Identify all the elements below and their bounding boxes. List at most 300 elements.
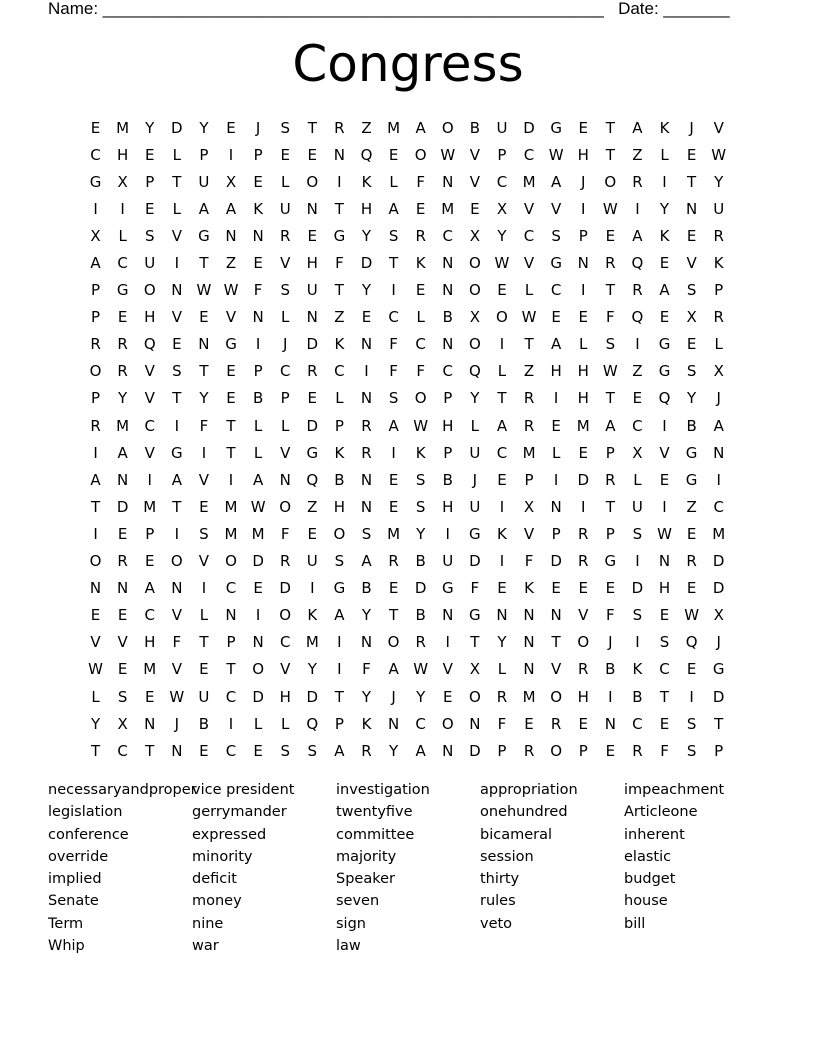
- grid-letter[interactable]: N: [252, 308, 264, 327]
- grid-letter[interactable]: G: [333, 226, 346, 245]
- grid-letter[interactable]: E: [253, 254, 263, 273]
- grid-letter[interactable]: A: [632, 118, 643, 137]
- grid-letter[interactable]: S: [551, 226, 561, 245]
- grid-letter[interactable]: E: [280, 145, 290, 164]
- grid-letter[interactable]: A: [415, 741, 426, 760]
- grid-letter[interactable]: I: [364, 362, 369, 381]
- grid-letter[interactable]: U: [469, 443, 481, 462]
- grid-letter[interactable]: F: [253, 281, 263, 300]
- grid-letter[interactable]: W: [196, 281, 212, 300]
- grid-letter[interactable]: Y: [416, 687, 426, 706]
- grid-letter[interactable]: Y: [497, 633, 507, 652]
- grid-letter[interactable]: L: [524, 281, 534, 300]
- grid-letter[interactable]: N: [306, 199, 318, 218]
- grid-letter[interactable]: E: [551, 308, 561, 327]
- grid-letter[interactable]: J: [391, 687, 396, 706]
- grid-letter[interactable]: B: [334, 470, 345, 489]
- grid-letter[interactable]: N: [713, 443, 725, 462]
- grid-letter[interactable]: L: [118, 226, 127, 245]
- grid-letter[interactable]: A: [144, 579, 155, 598]
- grid-letter[interactable]: I: [201, 443, 207, 462]
- grid-letter[interactable]: D: [469, 741, 481, 760]
- grid-letter[interactable]: O: [468, 335, 481, 354]
- grid-letter[interactable]: F: [362, 660, 371, 679]
- grid-letter[interactable]: T: [659, 687, 670, 706]
- grid-letter[interactable]: S: [334, 552, 345, 571]
- grid-letter[interactable]: M: [522, 443, 536, 462]
- grid-letter[interactable]: L: [281, 172, 290, 191]
- grid-letter[interactable]: Q: [306, 714, 319, 733]
- grid-letter[interactable]: E: [172, 335, 182, 354]
- grid-letter[interactable]: N: [171, 579, 183, 598]
- grid-letter[interactable]: C: [496, 443, 508, 462]
- grid-letter[interactable]: V: [198, 470, 210, 489]
- grid-letter[interactable]: S: [307, 741, 318, 760]
- grid-letter[interactable]: N: [171, 741, 183, 760]
- grid-letter[interactable]: D: [712, 552, 725, 571]
- grid-letter[interactable]: U: [469, 497, 481, 516]
- grid-letter[interactable]: L: [281, 416, 290, 435]
- grid-letter[interactable]: A: [551, 172, 562, 191]
- grid-letter[interactable]: A: [713, 416, 724, 435]
- grid-letter[interactable]: C: [90, 145, 101, 164]
- grid-letter[interactable]: L: [714, 335, 723, 354]
- grid-letter[interactable]: A: [415, 118, 426, 137]
- grid-letter[interactable]: G: [685, 470, 698, 489]
- grid-letter[interactable]: N: [144, 714, 156, 733]
- grid-letter[interactable]: K: [307, 606, 318, 625]
- grid-letter[interactable]: O: [577, 633, 590, 652]
- grid-letter[interactable]: D: [171, 118, 183, 137]
- grid-letter[interactable]: N: [442, 606, 454, 625]
- grid-letter[interactable]: P: [497, 741, 507, 760]
- grid-letter[interactable]: T: [145, 741, 155, 760]
- grid-letter[interactable]: C: [225, 687, 237, 706]
- grid-letter[interactable]: E: [551, 579, 561, 598]
- grid-letter[interactable]: O: [441, 118, 454, 137]
- grid-letter[interactable]: X: [496, 199, 508, 218]
- grid-letter[interactable]: P: [91, 389, 101, 408]
- grid-letter[interactable]: I: [662, 172, 667, 191]
- grid-letter[interactable]: S: [686, 714, 697, 733]
- grid-letter[interactable]: V: [198, 552, 210, 571]
- grid-letter[interactable]: T: [90, 497, 101, 516]
- grid-letter[interactable]: N: [442, 335, 454, 354]
- grid-letter[interactable]: E: [361, 308, 372, 327]
- grid-letter[interactable]: N: [523, 606, 535, 625]
- grid-letter[interactable]: A: [551, 335, 562, 354]
- grid-letter[interactable]: D: [306, 687, 319, 706]
- grid-letter[interactable]: B: [632, 687, 643, 706]
- grid-letter[interactable]: S: [280, 741, 290, 760]
- grid-letter[interactable]: I: [228, 714, 234, 733]
- grid-letter[interactable]: U: [713, 199, 725, 218]
- grid-letter[interactable]: V: [713, 118, 724, 137]
- grid-letter[interactable]: I: [445, 633, 450, 652]
- grid-letter[interactable]: M: [576, 416, 590, 435]
- grid-letter[interactable]: T: [605, 281, 615, 300]
- grid-letter[interactable]: Y: [416, 524, 426, 543]
- grid-letter[interactable]: C: [442, 362, 453, 381]
- grid-letter[interactable]: F: [335, 254, 344, 273]
- grid-letter[interactable]: C: [415, 714, 426, 733]
- grid-letter[interactable]: E: [199, 308, 209, 327]
- grid-letter[interactable]: H: [442, 497, 454, 516]
- grid-letter[interactable]: E: [90, 118, 101, 137]
- grid-letter[interactable]: N: [387, 714, 400, 733]
- grid-letter[interactable]: I: [93, 443, 98, 462]
- grid-letter[interactable]: J: [716, 633, 721, 652]
- grid-letter[interactable]: I: [581, 281, 586, 300]
- grid-letter[interactable]: T: [307, 118, 317, 137]
- grid-letter[interactable]: D: [252, 687, 264, 706]
- grid-letter[interactable]: D: [414, 579, 427, 598]
- grid-letter[interactable]: S: [632, 524, 643, 543]
- grid-letter[interactable]: E: [307, 524, 318, 543]
- grid-letter[interactable]: N: [442, 741, 454, 760]
- grid-letter[interactable]: N: [360, 470, 373, 489]
- grid-letter[interactable]: R: [605, 254, 616, 273]
- grid-letter[interactable]: N: [198, 335, 210, 354]
- grid-letter[interactable]: Z: [632, 362, 643, 381]
- grid-letter[interactable]: R: [334, 118, 345, 137]
- grid-letter[interactable]: V: [171, 308, 182, 327]
- grid-letter[interactable]: B: [198, 714, 210, 733]
- grid-letter[interactable]: F: [497, 714, 507, 733]
- grid-letter[interactable]: R: [361, 416, 372, 435]
- name-field[interactable]: Name: _____________________________________________________: [48, 0, 604, 18]
- grid-letter[interactable]: T: [226, 660, 236, 679]
- grid-letter[interactable]: P: [199, 145, 209, 164]
- grid-letter[interactable]: M: [116, 118, 130, 137]
- grid-letter[interactable]: E: [686, 579, 697, 598]
- grid-letter[interactable]: E: [497, 579, 507, 598]
- grid-letter[interactable]: Y: [687, 389, 697, 408]
- grid-letter[interactable]: C: [632, 416, 643, 435]
- grid-letter[interactable]: A: [659, 281, 670, 300]
- grid-letter[interactable]: I: [445, 524, 450, 543]
- grid-letter[interactable]: K: [415, 254, 426, 273]
- grid-letter[interactable]: J: [716, 389, 721, 408]
- grid-letter[interactable]: U: [306, 552, 318, 571]
- grid-letter[interactable]: L: [551, 443, 561, 462]
- grid-letter[interactable]: V: [442, 660, 453, 679]
- grid-letter[interactable]: P: [714, 281, 724, 300]
- grid-letter[interactable]: K: [659, 226, 670, 245]
- grid-letter[interactable]: R: [550, 714, 562, 733]
- grid-letter[interactable]: E: [144, 552, 155, 571]
- grid-letter[interactable]: P: [145, 172, 155, 191]
- grid-letter[interactable]: Q: [658, 389, 671, 408]
- grid-letter[interactable]: A: [496, 416, 508, 435]
- grid-letter[interactable]: P: [145, 524, 155, 543]
- grid-letter[interactable]: R: [361, 741, 372, 760]
- grid-letter[interactable]: Y: [714, 172, 724, 191]
- grid-letter[interactable]: O: [468, 281, 481, 300]
- grid-letter[interactable]: C: [279, 633, 291, 652]
- grid-letter[interactable]: Y: [361, 281, 372, 300]
- grid-letter[interactable]: B: [361, 579, 372, 598]
- grid-letter[interactable]: V: [144, 389, 155, 408]
- grid-letter[interactable]: M: [116, 416, 130, 435]
- grid-letter[interactable]: V: [686, 254, 697, 273]
- grid-letter[interactable]: T: [551, 633, 561, 652]
- grid-letter[interactable]: N: [117, 579, 129, 598]
- grid-letter[interactable]: C: [550, 281, 562, 300]
- grid-letter[interactable]: P: [91, 308, 101, 327]
- grid-letter[interactable]: L: [497, 362, 507, 381]
- grid-letter[interactable]: O: [89, 362, 102, 381]
- grid-letter[interactable]: P: [253, 362, 263, 381]
- grid-letter[interactable]: U: [144, 254, 156, 273]
- grid-letter[interactable]: O: [89, 552, 102, 571]
- grid-letter[interactable]: I: [499, 335, 505, 354]
- grid-letter[interactable]: T: [605, 389, 615, 408]
- grid-letter[interactable]: T: [199, 362, 209, 381]
- grid-letter[interactable]: Y: [199, 389, 209, 408]
- grid-letter[interactable]: O: [550, 687, 563, 706]
- grid-letter[interactable]: E: [117, 606, 128, 625]
- grid-letter[interactable]: E: [659, 308, 670, 327]
- grid-letter[interactable]: I: [581, 497, 586, 516]
- grid-letter[interactable]: R: [415, 226, 426, 245]
- grid-letter[interactable]: L: [281, 308, 290, 327]
- grid-letter[interactable]: B: [442, 308, 453, 327]
- grid-letter[interactable]: E: [497, 281, 507, 300]
- grid-letter[interactable]: I: [93, 524, 98, 543]
- grid-letter[interactable]: V: [551, 660, 562, 679]
- grid-letter[interactable]: K: [497, 524, 507, 543]
- grid-letter[interactable]: M: [305, 633, 319, 652]
- grid-letter[interactable]: V: [90, 633, 101, 652]
- grid-letter[interactable]: E: [253, 579, 263, 598]
- grid-letter[interactable]: R: [632, 741, 643, 760]
- grid-letter[interactable]: S: [605, 335, 616, 354]
- grid-letter[interactable]: E: [659, 254, 670, 273]
- grid-letter[interactable]: N: [360, 633, 373, 652]
- grid-letter[interactable]: I: [391, 443, 396, 462]
- grid-letter[interactable]: N: [252, 226, 264, 245]
- grid-letter[interactable]: S: [117, 687, 128, 706]
- grid-letter[interactable]: B: [415, 552, 426, 571]
- grid-letter[interactable]: X: [686, 308, 697, 327]
- grid-letter[interactable]: T: [172, 497, 182, 516]
- grid-letter[interactable]: E: [686, 524, 697, 543]
- grid-letter[interactable]: L: [579, 335, 588, 354]
- grid-letter[interactable]: E: [199, 660, 209, 679]
- grid-letter[interactable]: N: [360, 335, 373, 354]
- grid-letter[interactable]: A: [361, 552, 372, 571]
- grid-letter[interactable]: R: [578, 552, 589, 571]
- grid-letter[interactable]: X: [469, 660, 480, 679]
- grid-letter[interactable]: G: [712, 660, 725, 679]
- grid-letter[interactable]: N: [333, 145, 345, 164]
- grid-letter[interactable]: E: [117, 524, 128, 543]
- grid-letter[interactable]: G: [198, 226, 210, 245]
- grid-letter[interactable]: L: [253, 714, 263, 733]
- grid-letter[interactable]: T: [172, 389, 182, 408]
- grid-letter[interactable]: O: [496, 308, 508, 327]
- grid-letter[interactable]: Z: [225, 254, 237, 273]
- grid-letter[interactable]: E: [415, 199, 426, 218]
- grid-letter[interactable]: A: [117, 443, 128, 462]
- grid-letter[interactable]: P: [578, 226, 588, 245]
- grid-letter[interactable]: Q: [360, 145, 373, 164]
- grid-letter[interactable]: V: [280, 254, 291, 273]
- grid-letter[interactable]: T: [226, 416, 236, 435]
- grid-letter[interactable]: E: [117, 660, 128, 679]
- grid-letter[interactable]: F: [389, 362, 398, 381]
- grid-letter[interactable]: I: [174, 524, 180, 543]
- grid-letter[interactable]: W: [684, 606, 700, 625]
- grid-letter[interactable]: I: [635, 633, 640, 652]
- grid-letter[interactable]: O: [333, 524, 346, 543]
- grid-letter[interactable]: Z: [307, 497, 318, 516]
- grid-letter[interactable]: G: [333, 579, 346, 598]
- grid-letter[interactable]: S: [659, 633, 670, 652]
- grid-letter[interactable]: V: [171, 606, 182, 625]
- grid-letter[interactable]: R: [523, 416, 535, 435]
- grid-letter[interactable]: Y: [307, 660, 317, 679]
- grid-letter[interactable]: Q: [631, 254, 644, 273]
- grid-letter[interactable]: E: [388, 497, 399, 516]
- grid-letter[interactable]: U: [496, 118, 508, 137]
- grid-letter[interactable]: E: [388, 579, 399, 598]
- grid-letter[interactable]: T: [172, 172, 182, 191]
- grid-letter[interactable]: K: [334, 443, 345, 462]
- grid-letter[interactable]: I: [689, 687, 694, 706]
- grid-letter[interactable]: H: [144, 308, 156, 327]
- grid-letter[interactable]: N: [171, 281, 183, 300]
- grid-letter[interactable]: V: [225, 308, 237, 327]
- grid-letter[interactable]: I: [553, 470, 559, 489]
- grid-letter[interactable]: V: [469, 145, 480, 164]
- grid-letter[interactable]: I: [310, 579, 315, 598]
- grid-letter[interactable]: R: [361, 443, 372, 462]
- grid-letter[interactable]: T: [226, 443, 236, 462]
- grid-letter[interactable]: H: [658, 579, 671, 598]
- grid-letter[interactable]: F: [606, 606, 615, 625]
- grid-letter[interactable]: O: [279, 606, 292, 625]
- grid-letter[interactable]: A: [605, 416, 616, 435]
- grid-letter[interactable]: P: [605, 524, 615, 543]
- grid-letter[interactable]: S: [686, 362, 697, 381]
- grid-letter[interactable]: B: [415, 606, 426, 625]
- grid-letter[interactable]: F: [416, 362, 425, 381]
- grid-letter[interactable]: M: [712, 524, 726, 543]
- grid-letter[interactable]: T: [497, 389, 507, 408]
- grid-letter[interactable]: O: [604, 172, 617, 191]
- grid-letter[interactable]: T: [687, 172, 697, 191]
- grid-letter[interactable]: D: [550, 552, 562, 571]
- grid-letter[interactable]: N: [550, 497, 562, 516]
- grid-letter[interactable]: H: [117, 145, 129, 164]
- grid-letter[interactable]: R: [632, 281, 643, 300]
- grid-letter[interactable]: A: [252, 470, 264, 489]
- grid-letter[interactable]: D: [306, 335, 319, 354]
- grid-letter[interactable]: G: [658, 335, 671, 354]
- grid-letter[interactable]: X: [713, 362, 724, 381]
- grid-letter[interactable]: I: [391, 281, 396, 300]
- grid-letter[interactable]: J: [608, 633, 613, 652]
- grid-letter[interactable]: D: [712, 579, 725, 598]
- grid-letter[interactable]: E: [144, 687, 155, 706]
- grid-letter[interactable]: C: [279, 362, 291, 381]
- grid-letter[interactable]: J: [472, 470, 478, 489]
- grid-letter[interactable]: I: [147, 470, 152, 489]
- grid-letter[interactable]: S: [686, 741, 697, 760]
- grid-letter[interactable]: I: [635, 335, 640, 354]
- grid-letter[interactable]: T: [199, 633, 209, 652]
- grid-letter[interactable]: B: [605, 660, 616, 679]
- grid-letter[interactable]: Z: [632, 145, 643, 164]
- grid-letter[interactable]: B: [469, 118, 480, 137]
- grid-letter[interactable]: T: [334, 687, 344, 706]
- grid-letter[interactable]: E: [497, 470, 507, 489]
- grid-letter[interactable]: R: [117, 362, 128, 381]
- grid-letter[interactable]: S: [280, 118, 290, 137]
- grid-letter[interactable]: S: [415, 497, 426, 516]
- grid-letter[interactable]: C: [144, 416, 155, 435]
- grid-letter[interactable]: S: [144, 226, 155, 245]
- grid-letter[interactable]: R: [578, 524, 589, 543]
- grid-letter[interactable]: A: [225, 199, 237, 218]
- grid-letter[interactable]: P: [91, 281, 101, 300]
- grid-letter[interactable]: U: [631, 497, 643, 516]
- grid-letter[interactable]: X: [117, 172, 128, 191]
- grid-letter[interactable]: T: [388, 606, 399, 625]
- grid-letter[interactable]: O: [170, 552, 183, 571]
- grid-letter[interactable]: G: [441, 579, 454, 598]
- grid-letter[interactable]: N: [306, 308, 318, 327]
- grid-letter[interactable]: N: [442, 172, 454, 191]
- grid-letter[interactable]: L: [335, 389, 344, 408]
- grid-letter[interactable]: S: [632, 606, 643, 625]
- grid-letter[interactable]: L: [91, 687, 100, 706]
- grid-letter[interactable]: C: [334, 362, 345, 381]
- grid-letter[interactable]: M: [251, 524, 265, 543]
- grid-letter[interactable]: O: [225, 552, 237, 571]
- grid-letter[interactable]: E: [686, 226, 697, 245]
- grid-letter[interactable]: P: [253, 145, 263, 164]
- grid-letter[interactable]: E: [659, 606, 670, 625]
- grid-letter[interactable]: M: [441, 199, 455, 218]
- grid-letter[interactable]: N: [577, 254, 589, 273]
- grid-letter[interactable]: S: [388, 226, 399, 245]
- grid-letter[interactable]: E: [578, 443, 588, 462]
- grid-letter[interactable]: H: [577, 145, 589, 164]
- grid-letter[interactable]: C: [388, 308, 399, 327]
- grid-letter[interactable]: C: [632, 714, 643, 733]
- grid-letter[interactable]: V: [171, 660, 182, 679]
- grid-letter[interactable]: E: [415, 281, 426, 300]
- grid-letter[interactable]: A: [388, 660, 399, 679]
- grid-letter[interactable]: G: [658, 362, 671, 381]
- grid-letter[interactable]: M: [387, 118, 401, 137]
- grid-letter[interactable]: A: [198, 199, 210, 218]
- grid-letter[interactable]: K: [415, 443, 426, 462]
- grid-letter[interactable]: O: [414, 145, 427, 164]
- grid-letter[interactable]: V: [171, 226, 182, 245]
- grid-letter[interactable]: D: [577, 470, 590, 489]
- grid-letter[interactable]: G: [306, 443, 319, 462]
- grid-letter[interactable]: A: [90, 254, 101, 273]
- grid-letter[interactable]: X: [225, 172, 237, 191]
- grid-letter[interactable]: H: [360, 199, 373, 218]
- grid-letter[interactable]: C: [117, 254, 128, 273]
- grid-letter[interactable]: W: [548, 145, 564, 164]
- grid-letter[interactable]: H: [279, 687, 291, 706]
